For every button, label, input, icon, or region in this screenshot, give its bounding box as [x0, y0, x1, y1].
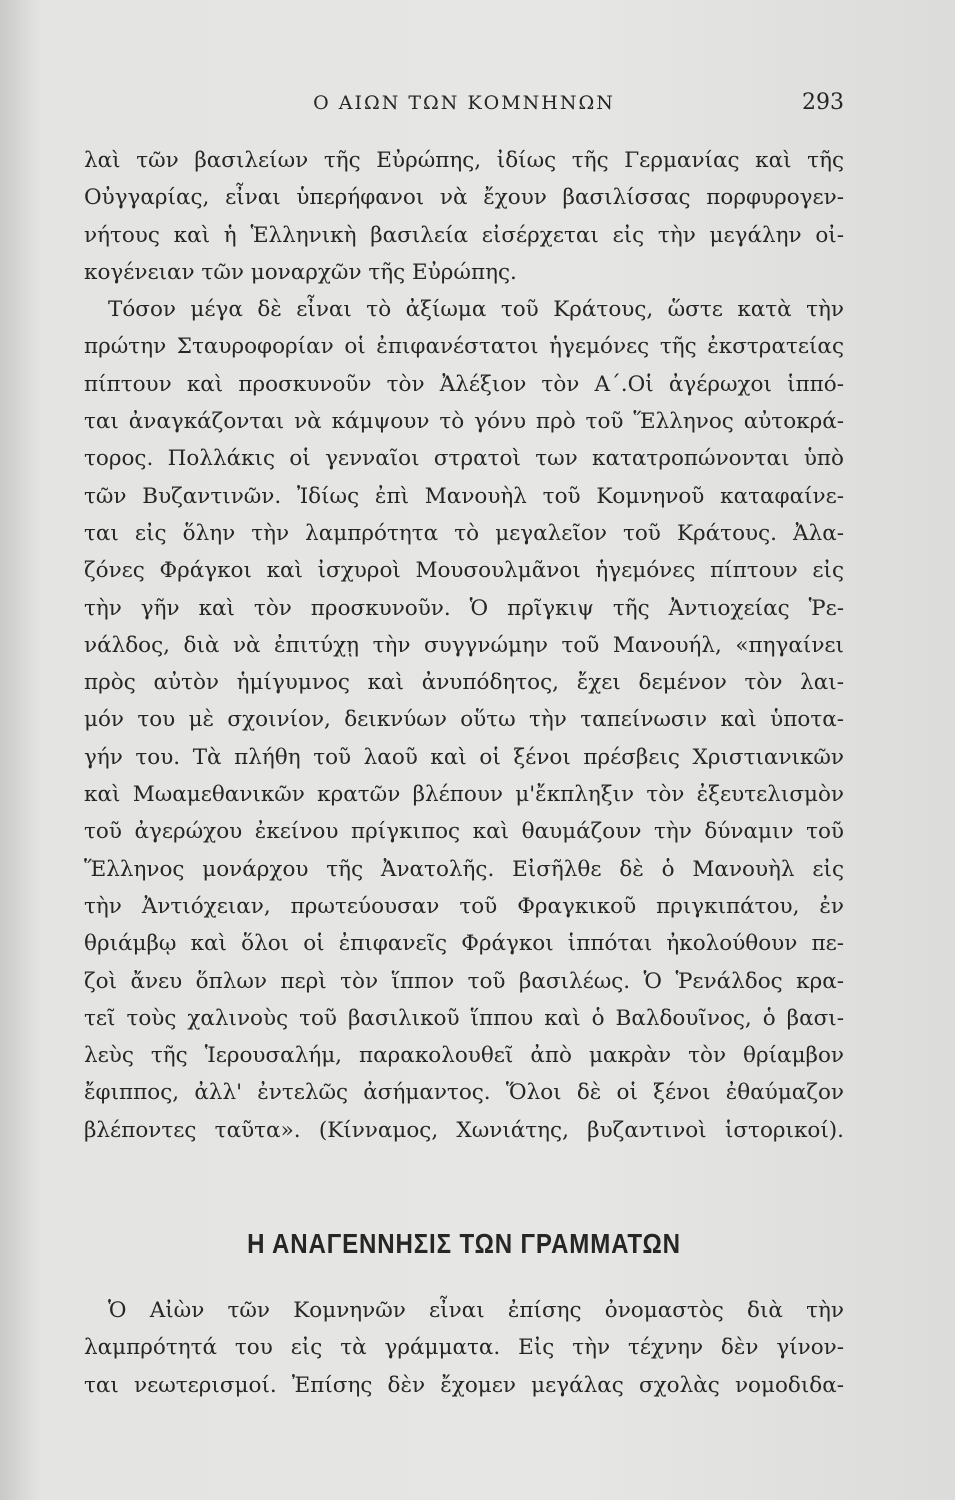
running-title: Ο ΑΙΩΝ ΤΩΝ ΚΟΜΝΗΝΩΝ [313, 92, 615, 114]
text-line: καὶ Μωαμεθανικῶν κρατῶν βλέπουν μ'ἔκπληξιν τὸν ἐξευτελισμὸν [84, 782, 844, 808]
text-line: νήτους καὶ ἡ Ἑλληνικὴ βασιλεία εἰσέρχεται εἰς τὴν μεγάλην οἰ- [84, 222, 844, 248]
section-title: Η ΑΝΑΓΕΝΝΗΣΙΣ ΤΩΝ ΓΡΑΜΜΑΤΩΝ [247, 1228, 681, 1259]
text-line: λαὶ τῶν βασιλείων τῆς Εὐρώπης, ἰδίως τῆς Γερμανίας καὶ τῆς [84, 148, 844, 173]
text-line: ται νεωτερισμοί. Ἐπίσης δὲν ἔχομεν μεγάλας σχολὰς νομοδιδα- [84, 1372, 844, 1398]
text-line: Ἕλληνος μονάρχου τῆς Ἀνατολῆς. Εἰσῆλθε δὲ ὁ Μανουὴλ εἰς [84, 856, 844, 882]
text-line: ἔφιππος, ἀλλ' ἐντελῶς ἀσήμαντος. Ὅλοι δὲ οἱ ξένοι ἐθαύμαζον [84, 1080, 844, 1106]
text-line: τοῦ ἀγερώχου ἐκείνου πρίγκιπος καὶ θαυμάζουν τὴν δύναμιν τοῦ [84, 819, 844, 845]
main-text [84, 142, 844, 1149]
text-line: ται ἀναγκάζονται νὰ κάμψουν τὸ γόνυ πρὸ τοῦ Ἕλληνος αὐτοκρά- [84, 409, 844, 435]
text-line: κογένειαν τῶν μοναρχῶν τῆς Εὐρώπης. [84, 259, 517, 285]
text-line: ται εἰς ὅλην τὴν λαμπρότητα τὸ μεγαλεῖον τοῦ Κράτους. Ἀλα- [84, 520, 844, 546]
page-header [84, 92, 844, 122]
text-line: τὴν γῆν καὶ τὸν προσκυνοῦν. Ὁ πρῖγκιψ τῆς Ἀντιοχείας Ῥε- [84, 595, 844, 621]
text-line: γήν του. Τὰ πλήθη τοῦ λαοῦ καὶ οἱ ξένοι πρέσβεις Χριστιανικῶν [84, 744, 844, 770]
text-line: ζοὶ ἄνευ ὅπλων περὶ τὸν ἵππον τοῦ βασιλέως. Ὁ Ῥενάλδος κρα- [84, 968, 844, 994]
text-line: μόν του μὲ σχοινίον, δεικνύων οὕτω τὴν ταπείνωσιν καὶ ὑποτα- [84, 707, 844, 733]
text-line: πρώτην Σταυροφορίαν οἱ ἐπιφανέστατοι ἡγεμόνες τῆς ἐκστρατείας [84, 334, 844, 360]
text-line: Ὁ Αἰὼν τῶν Κομνηνῶν εἶναι ἐπίσης ὀνομαστὸς διὰ τὴν [108, 1298, 844, 1323]
text-line: ζόνες Φράγκοι καὶ ἰσχυροὶ Μουσουλμᾶνοι ἡγεμόνες πίπτουν εἰς [84, 558, 844, 584]
text-line: τεῖ τοὺς χαλινοὺς τοῦ βασιλικοῦ ἵππου καὶ ὁ Βαλδουῖνος, ὁ βασι- [84, 1005, 844, 1031]
page-number: 293 [802, 90, 844, 115]
text-line: πίπτουν καὶ προσκυνοῦν τὸν Ἀλέξιον τὸν Α΄.Οἱ ἀγέρωχοι ἱππό- [84, 371, 844, 397]
text-line: λεὺς τῆς Ἱερουσαλήμ, παρακολουθεῖ ἀπὸ μακρὰν τὸν θρίαμβον [84, 1043, 844, 1069]
paragraph-2 [84, 291, 844, 1149]
text-line: θριάμβῳ καὶ ὅλοι οἱ ἐπιφανεῖς Φράγκοι ἱππόται ἠκολούθουν πε- [84, 931, 844, 957]
text-line: τῶν Βυζαντινῶν. Ἰδίως ἐπὶ Μανουὴλ τοῦ Κομνηνοῦ καταφαίνε- [84, 483, 844, 509]
text-line: Οὐγγαρίας, εἶναι ὑπερήφανοι νὰ ἔχουν βασιλίσσας πορφυρογεν- [84, 185, 844, 211]
text-line: πρὸς αὐτὸν ἡμίγυμνος καὶ ἀνυπόδητος, ἔχει δεμένον τὸν λαι- [84, 670, 844, 696]
section-text [84, 1292, 844, 1404]
text-line: τὴν Ἀντιόχειαν, πρωτεύουσαν τοῦ Φραγκικοῦ πριγκιπάτου, ἐν [84, 893, 844, 919]
text-line: Τόσον μέγα δὲ εἶναι τὸ ἀξίωμα τοῦ Κράτους, ὥστε κατὰ τὴν [108, 297, 844, 323]
paragraph-1 [84, 142, 844, 291]
paragraph-3 [84, 1292, 844, 1404]
text-line: βλέποντες ταῦτα». (Κίνναμος, Χωνιάτης, βυζαντινοὶ ἱστορικοί). [84, 1117, 844, 1143]
text-line: λαμπρότητά του εἰς τὰ γράμματα. Εἰς τὴν τέχνην δὲν γίνον- [84, 1335, 844, 1361]
text-line: νάλδος, διὰ νὰ ἐπιτύχῃ τὴν συγγνώμην τοῦ Μανουήλ, «πηγαίνει [84, 632, 844, 658]
text-line: τορος. Πολλάκις οἱ γενναῖοι στρατοὶ των κατατροπώνονται ὑπὸ [84, 446, 844, 472]
